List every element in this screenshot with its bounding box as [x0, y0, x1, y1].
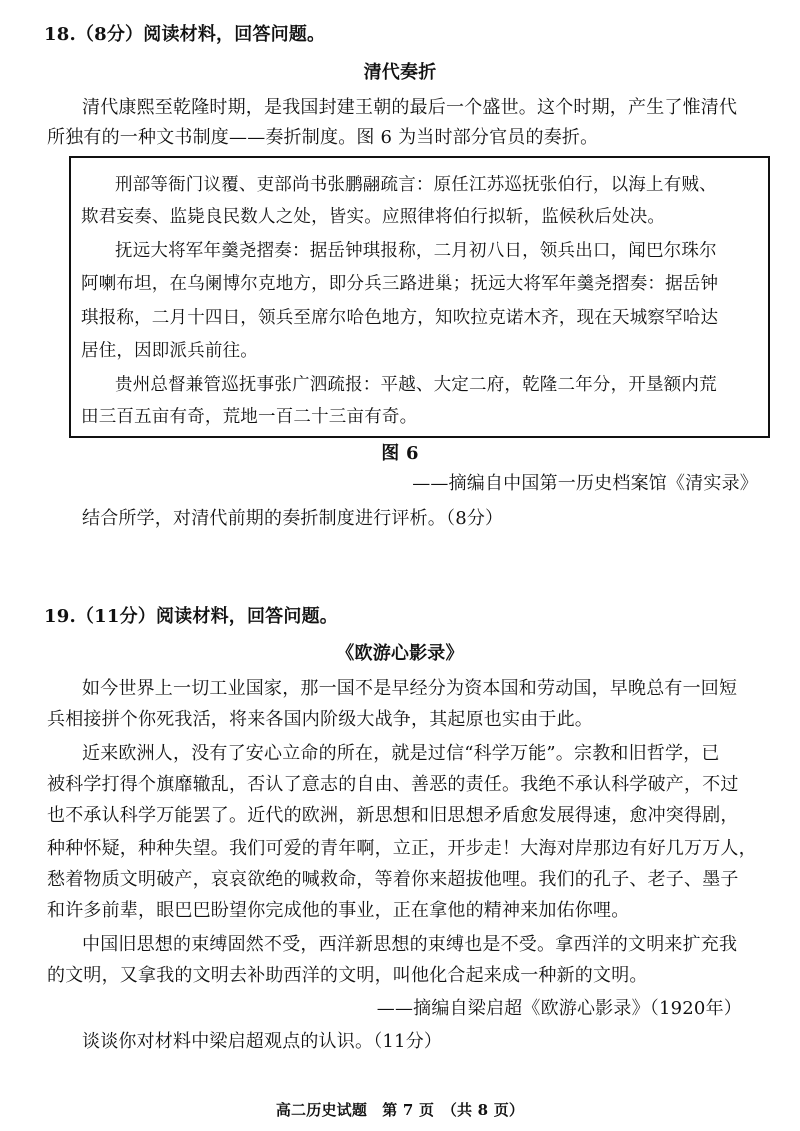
page-footer: 高二历史试题 第 7 页 （共 8 页） — [275, 1101, 525, 1119]
q19-line-7: 愁着物质文明破产，哀哀欲绝的喊救命，等着你来超拔他哩。我们的孔子、老子、墨子 — [47, 869, 739, 890]
box-line-8: 田三百五亩有奇，荒地一百二十三亩有奇。 — [81, 407, 418, 427]
q18-prompt: 结合所学，对清代前期的奏折制度进行评析。（8分） — [82, 508, 504, 529]
q19-line-6: 种种怀疑，种种失望。我们可爱的青年啊，立正，开步走！大海对岸那边有好几万万人， — [47, 838, 757, 859]
memorial-excerpt-box — [69, 156, 770, 438]
q18-intro-line-2: 所独有的一种文书制度——奏折制度。图 6 为当时部分官员的奏折。 — [47, 127, 599, 148]
q19-line-1: 如今世界上一切工业国家，那一国不是早经分为资本国和劳动国，早晚总有一回短 — [82, 678, 738, 699]
q19-line-8: 和许多前辈，眼巴巴盼望你完成他的事业，正在拿他的精神来加佑你哩。 — [47, 900, 630, 921]
q19-line-5: 也不承认科学万能罢了。近代的欧洲，新思想和旧思想矛盾愈发展得速，愈冲突得剧， — [47, 805, 739, 826]
box-line-7: 贵州总督兼管巡抚事张广泗疏报：平越、大定二府，乾隆二年分，开垦额内荒 — [115, 375, 717, 395]
q18-heading: 18.（8分）阅读材料，回答问题。 — [44, 24, 326, 45]
q19-line-4: 被科学打得个旗靡辙乱，否认了意志的自由、善恶的责任。我绝不承认科学破产，不过 — [47, 774, 739, 795]
box-line-6: 居住，因即派兵前往。 — [81, 341, 258, 361]
q19-line-10: 的文明，又拿我的文明去补助西洋的文明，叫他化合起来成一种新的文明。 — [47, 965, 648, 986]
q19-source: ——摘编自梁启超《欧游心影录》（1920年） — [376, 998, 742, 1019]
q19-line-2: 兵相接拼个你死我活，将来各国内阶级大战争，其起原也实由于此。 — [47, 709, 593, 730]
box-line-3: 抚远大将军年羹尧摺奏：据岳钟琪报称，二月初八日，领兵出口，闻巴尔珠尔 — [115, 241, 717, 261]
box-line-4: 阿喇布坦，在乌阑博尔克地方，即分兵三路进巢；抚远大将军年羹尧摺奏：据岳钟 — [81, 274, 719, 294]
q19-line-9: 中国旧思想的束缚固然不受，西洋新思想的束缚也是不受。拿西洋的文明来扩充我 — [82, 934, 738, 955]
box-line-1: 刑部等衙门议覆、吏部尚书张鹏翮疏言：原任江苏巡抚张伯行，以海上有贼、 — [115, 175, 717, 195]
q19-title: 《欧游心影录》 — [336, 643, 464, 664]
q19-line-3: 近来欧洲人，没有了安心立命的所在，就是过信“科学万能”。宗教和旧哲学，已 — [82, 743, 720, 764]
box-line-5: 琪报称，二月十四日，领兵至席尔哈色地方，知吹拉克诺木齐，现在天城察罕哈达 — [81, 308, 719, 328]
q18-source: ——摘编自中国第一历史档案馆《清实录》 — [412, 473, 758, 494]
box-line-2: 欺君妄奏、监毙良民数人之处，皆实。应照律将伯行拟斩，监候秋后处决。 — [81, 207, 666, 227]
q19-heading: 19.（11分）阅读材料，回答问题。 — [44, 606, 338, 627]
figure-label: 图 6 — [381, 443, 419, 464]
q19-prompt: 谈谈你对材料中梁启超观点的认识。（11分） — [82, 1031, 443, 1052]
q18-intro-line-1: 清代康熙至乾隆时期，是我国封建王朝的最后一个盛世。这个时期，产生了惟清代 — [82, 97, 738, 118]
q18-title: 清代奏折 — [363, 62, 437, 83]
